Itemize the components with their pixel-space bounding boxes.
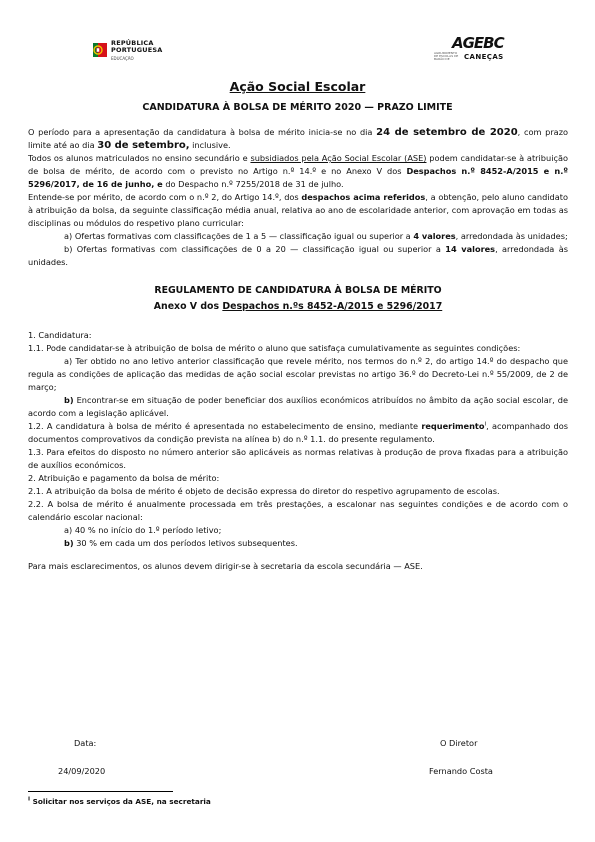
- text-segment: , arredondada às unidades.: [28, 244, 568, 267]
- text-segment: inclusive.: [189, 140, 231, 150]
- text-segment: b) Ofertas formativas com classificações de 0 a 20 — classificação igual ou superior a: [64, 244, 446, 254]
- director-name: Fernando Costa: [429, 766, 493, 776]
- text-segment: , com prazo limite até ao dia: [28, 127, 569, 150]
- regulation-title: REGULAMENTO DE CANDIDATURA À BOLSA DE MÉRITO: [154, 285, 442, 296]
- section-1-1-a: a) Ter obtido no ano letivo anterior classificação que revele mérito, nos termos do n.º 2, do artigo 14.º do despacho que regula as condições de aplicação das medidas de ação social escolar previstas no artigo 36.º do Decreto-Lei n.º 55/2009, de 2 de março;: [28, 356, 568, 392]
- text-segment: Todos os alunos matriculados no ensino secundário e: [28, 153, 251, 163]
- section-2-1: 2.1. A atribuição da bolsa de mérito é objeto de decisão expressa do diretor do respetivo agrupamento de escolas.: [28, 486, 500, 496]
- bold-text: 14 valores: [445, 244, 496, 254]
- date-label: Data:: [74, 738, 97, 748]
- text-segment: O período para a apresentação da candidatura à bolsa de mérito inicia-se no dia: [28, 127, 377, 137]
- date-value: 24/09/2020: [58, 766, 106, 776]
- school-logo-name: CANEÇAS: [464, 52, 504, 61]
- bold-text: 4 valores: [413, 231, 456, 241]
- director-role: O Diretor: [440, 738, 478, 748]
- gov-logo-line1: REPÚBLICA: [111, 39, 154, 47]
- closing-paragraph: Para mais esclarecimentos, os alunos devem dirigir-se à secretaria da escola secundária — ASE.: [28, 561, 423, 571]
- gov-logo-line3: EDUCAÇÃO: [111, 56, 134, 61]
- school-logo-mark: AGEBC: [451, 34, 504, 52]
- text-segment: , a obtenção, pelo aluno candidato à atribuição da bolsa, da seguinte classificação média anual, relativa ao ano de escolaridade anterior, com aprovação em todas as disciplinas ou módulos do respetivo plano curricular:: [28, 192, 568, 228]
- bold-text: requerimento: [421, 421, 485, 431]
- intro-merit-paragraph: [28, 191, 568, 230]
- bold-text: Despachos n.º 8452-A/2015 e n.º 5296/2017, de 16 de junho, e: [28, 166, 568, 189]
- section-1-1-b: [28, 394, 568, 420]
- text-segment: 1.2. A candidatura à bolsa de mérito é apresentada no estabelecimento de ensino, mediante: [28, 421, 422, 431]
- section-1-3: 1.3. Para efeitos do disposto no número anterior são aplicáveis as normas relativas à produção de prova fixadas para a atribuição de auxílios económicos.: [28, 447, 568, 470]
- section-1-heading: 1. Candidatura:: [28, 330, 92, 340]
- school-logo-small: AGRUPAMENTO DE ESCOLAS DE BARÃO DE: [434, 51, 459, 61]
- section-2-2-b: [28, 537, 568, 550]
- gov-logo-line2: PORTUGUESA: [111, 46, 163, 54]
- footnote-text: Solicitar nos serviços da ASE, na secretaria: [30, 797, 211, 806]
- text-segment: Encontrar-se em situação de poder beneficiar dos auxílios económicos atribuídos no âmbito da ação social escolar, de acordo com a legislação aplicável.: [28, 395, 568, 418]
- document-body: [28, 126, 568, 573]
- underlined-text: Despachos n.ºs 8452-A/2015 e 5296/2017: [222, 301, 443, 312]
- footnote: [28, 797, 211, 806]
- footnote-mark: I: [28, 796, 31, 803]
- intro-item-b: [28, 243, 568, 269]
- footnote-reference: I: [484, 421, 487, 428]
- portugal-emblem-icon: [92, 40, 108, 62]
- section-2-2-a: a) 40 % no início do 1.º período letivo;: [64, 525, 222, 535]
- bold-text: despachos acima referidos: [301, 192, 426, 202]
- text-segment: a) Ofertas formativas com classificações de 1 a 5 — classificação igual ou superior a: [64, 231, 414, 241]
- text-segment: Anexo V dos: [153, 301, 223, 312]
- section-1-1: 1.1. Pode candidatar-se à atribuição de bolsa de mérito o aluno que satisfaça cumulativamente as seguintes condições:: [28, 343, 521, 353]
- page-subtitle: CANDIDATURA À BOLSA DE MÉRITO 2020 — PRAZO LIMITE: [142, 102, 453, 113]
- text-segment: , arredondada às unidades;: [455, 231, 568, 241]
- section-2-2: 2.2. A bolsa de mérito é anualmente processada em três prestações, a escalonar nas seguintes condições e de acordo com o calendário escolar nacional:: [28, 499, 568, 522]
- text-segment: , acompanhado dos documentos comprovativos da condição prevista na alínea b) do n.º 1.1. do presente regulamento.: [28, 421, 568, 444]
- text-segment: 30 % em cada um dos períodos letivos subsequentes.: [73, 538, 298, 548]
- section-1-2: [28, 420, 568, 446]
- intro-item-a: [28, 230, 568, 243]
- page-header: [0, 0, 595, 70]
- underlined-text: subsidiados pela Ação Social Escolar (ASE): [250, 153, 427, 163]
- regulation-subtitle: [28, 299, 568, 315]
- page-title: Ação Social Escolar: [229, 79, 366, 94]
- end-date: 30 de setembro,: [97, 140, 190, 151]
- text-segment: podem candidatar-se à atribuição de bolsa de mérito, de acordo com o previsto no Artigo n.º 14.º e no Anexo V dos: [28, 153, 568, 176]
- start-date: 24 de setembro de 2020: [376, 127, 518, 138]
- text-segment: Entende-se por mérito, de acordo com o n.º 2, do Artigo 14.º, dos: [28, 192, 302, 202]
- bold-text: b): [64, 395, 74, 405]
- section-2-heading: 2. Atribuição e pagamento da bolsa de mérito:: [28, 473, 220, 483]
- text-segment: do Despacho n.º 7255/2018 de 31 de julho.: [162, 179, 344, 189]
- intro-eligibility-paragraph: [28, 152, 568, 191]
- government-logo: [92, 40, 162, 62]
- bold-text: b): [64, 538, 74, 548]
- school-logo: [434, 36, 504, 61]
- footnote-divider: [28, 791, 173, 792]
- intro-period-paragraph: [28, 126, 568, 152]
